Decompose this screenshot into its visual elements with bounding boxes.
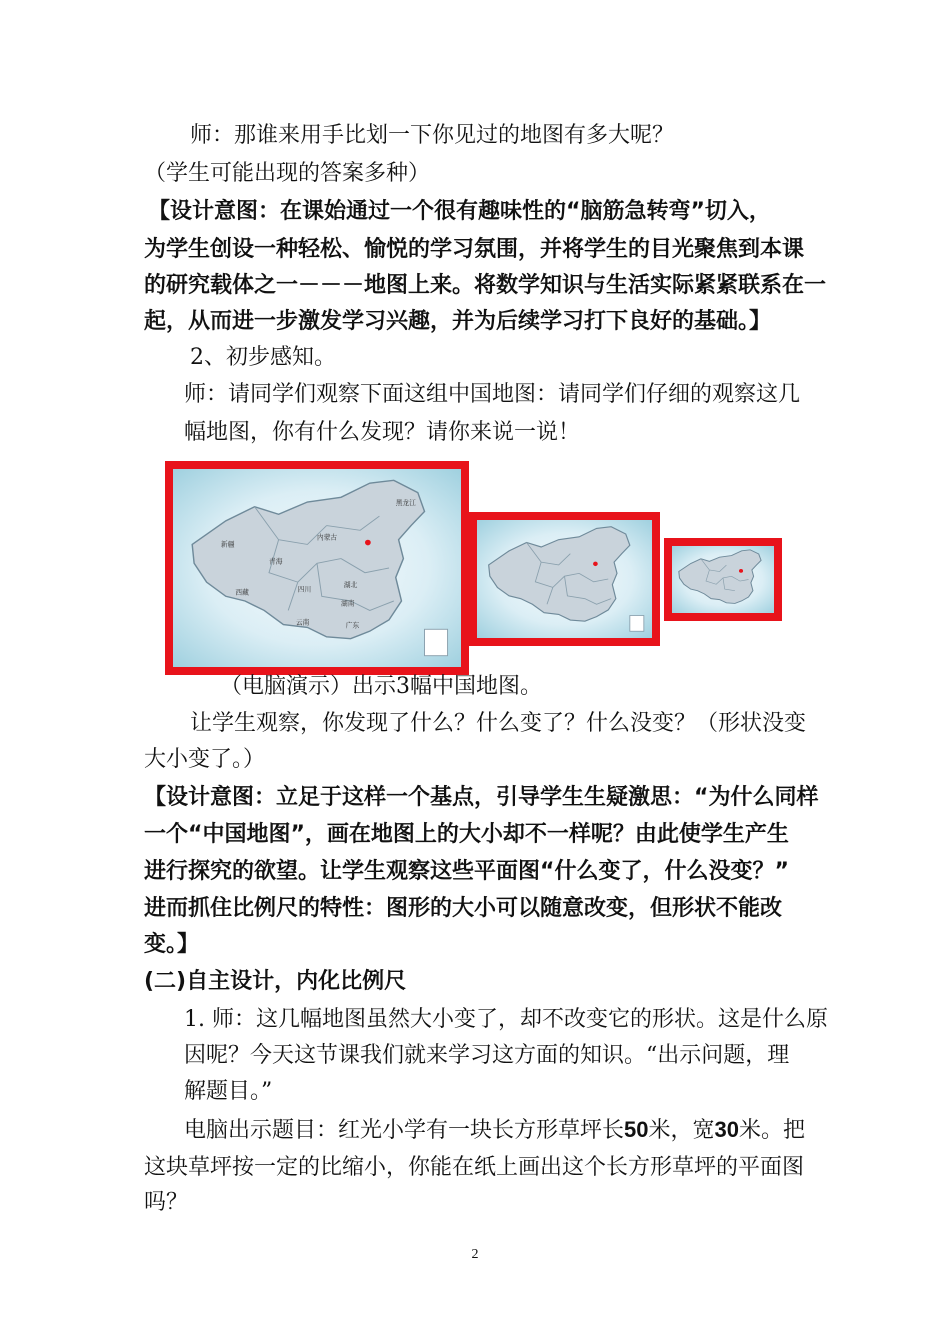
map-label-hubei: 湖北 — [343, 580, 358, 589]
design-intent-2-line-2: 一个“中国地图”，画在地图上的大小却不一样呢？由此使学生产生 — [144, 822, 789, 847]
problem-line-2: 这块草坪按一定的比缩小，你能在纸上画出这个长方形草坪的平面图 — [144, 1155, 805, 1180]
map-label-sichuan: 四川 — [297, 585, 312, 594]
problem-text-b: 米，宽 — [648, 1118, 715, 1143]
paragraph-observe-line-1: 师：请同学们观察下面这组中国地图：请同学们仔细的观察这几 — [184, 382, 801, 407]
design-intent-1-line-2: 为学生创设一种轻松、愉悦的学习氛围，并将学生的目光聚焦到本课 — [144, 237, 805, 262]
design-intent-2-line-4: 进而抓住比例尺的特性：图形的大小可以随意改变，但形状不能改 — [144, 896, 783, 921]
map-label-neimenggu: 内蒙古 — [317, 533, 338, 542]
paragraph-observe-line-2: 幅地图，你有什么发现？请你来说一说！ — [184, 420, 581, 445]
problem-line-1 — [184, 1115, 805, 1146]
china-map-small — [664, 538, 782, 621]
problem-text-a: 电脑出示题目：红光小学有一块长方形草坪长 — [184, 1118, 625, 1143]
china-map-large-drawing — [173, 469, 461, 667]
design-intent-1-line-3: 的研究载体之一－－－地图上来。将数学知识与生活实际紧紧联系在一 — [144, 273, 827, 298]
map-label-hunan: 湖南 — [341, 599, 355, 608]
design-intent-2-line-3: 进行探究的欲望。让学生观察这些平面图“什么变了，什么没变？” — [144, 859, 789, 884]
problem-length: 50 — [624, 1117, 649, 1142]
page-number: 2 — [471, 1247, 479, 1262]
problem-text-c: 米。把 — [739, 1118, 806, 1143]
problem-line-3: 吗？ — [144, 1190, 189, 1215]
map-label-qinghai: 青海 — [269, 557, 283, 566]
paragraph-student-answers: （学生可能出现的答案多种） — [144, 161, 431, 186]
map-label-yunnan: 云南 — [295, 618, 310, 627]
problem-width: 30 — [714, 1117, 739, 1142]
china-map-medium — [469, 512, 660, 646]
design-intent-2-line-5: 变。】 — [144, 932, 200, 957]
section-heading: (二)自主设计，内化比例尺 — [144, 969, 407, 994]
paragraph-observe-result-line-2: 大小变了。） — [144, 747, 266, 772]
design-intent-1-line-4: 起，从而进一步激发学习兴趣，并为后续学习打下良好的基础。】 — [144, 309, 772, 334]
paragraph-observe-result-line-1: 让学生观察，你发现了什么？什么变了？什么没变？（形状没变 — [190, 711, 807, 736]
china-map-large — [165, 461, 469, 675]
paragraph-teacher-question: 师：那谁来用手比划一下你见过的地图有多大呢？ — [190, 123, 675, 148]
map-caption: （电脑演示）出示3幅中国地图。 — [220, 674, 542, 699]
china-map-medium-drawing — [477, 520, 652, 638]
map-label-heilongjiang: 黑龙江 — [395, 498, 416, 507]
paragraph-teacher-explain-line-2: 因呢？今天这节课我们就来学习这方面的知识。“出示问题，理 — [184, 1043, 790, 1068]
design-intent-2-line-1: 【设计意图：立足于这样一个基点，引导学生生疑激思：“为什么同样 — [144, 785, 819, 810]
design-intent-1-line-1: 【设计意图：在课始通过一个很有趣味性的“脑筋急转弯”切入， — [148, 199, 771, 224]
step-heading: 2、初步感知。 — [190, 345, 336, 370]
map-label-xizang: 西藏 — [235, 588, 249, 597]
paragraph-teacher-explain-line-3: 解题目。” — [184, 1079, 273, 1104]
paragraph-teacher-explain-line-1: 1. 师：这几幅地图虽然大小变了，却不改变它的形状。这是什么原 — [184, 1007, 828, 1032]
map-label-guangdong: 广东 — [345, 621, 360, 630]
map-label-xinjiang: 新疆 — [221, 540, 235, 549]
china-map-small-drawing — [672, 546, 774, 613]
